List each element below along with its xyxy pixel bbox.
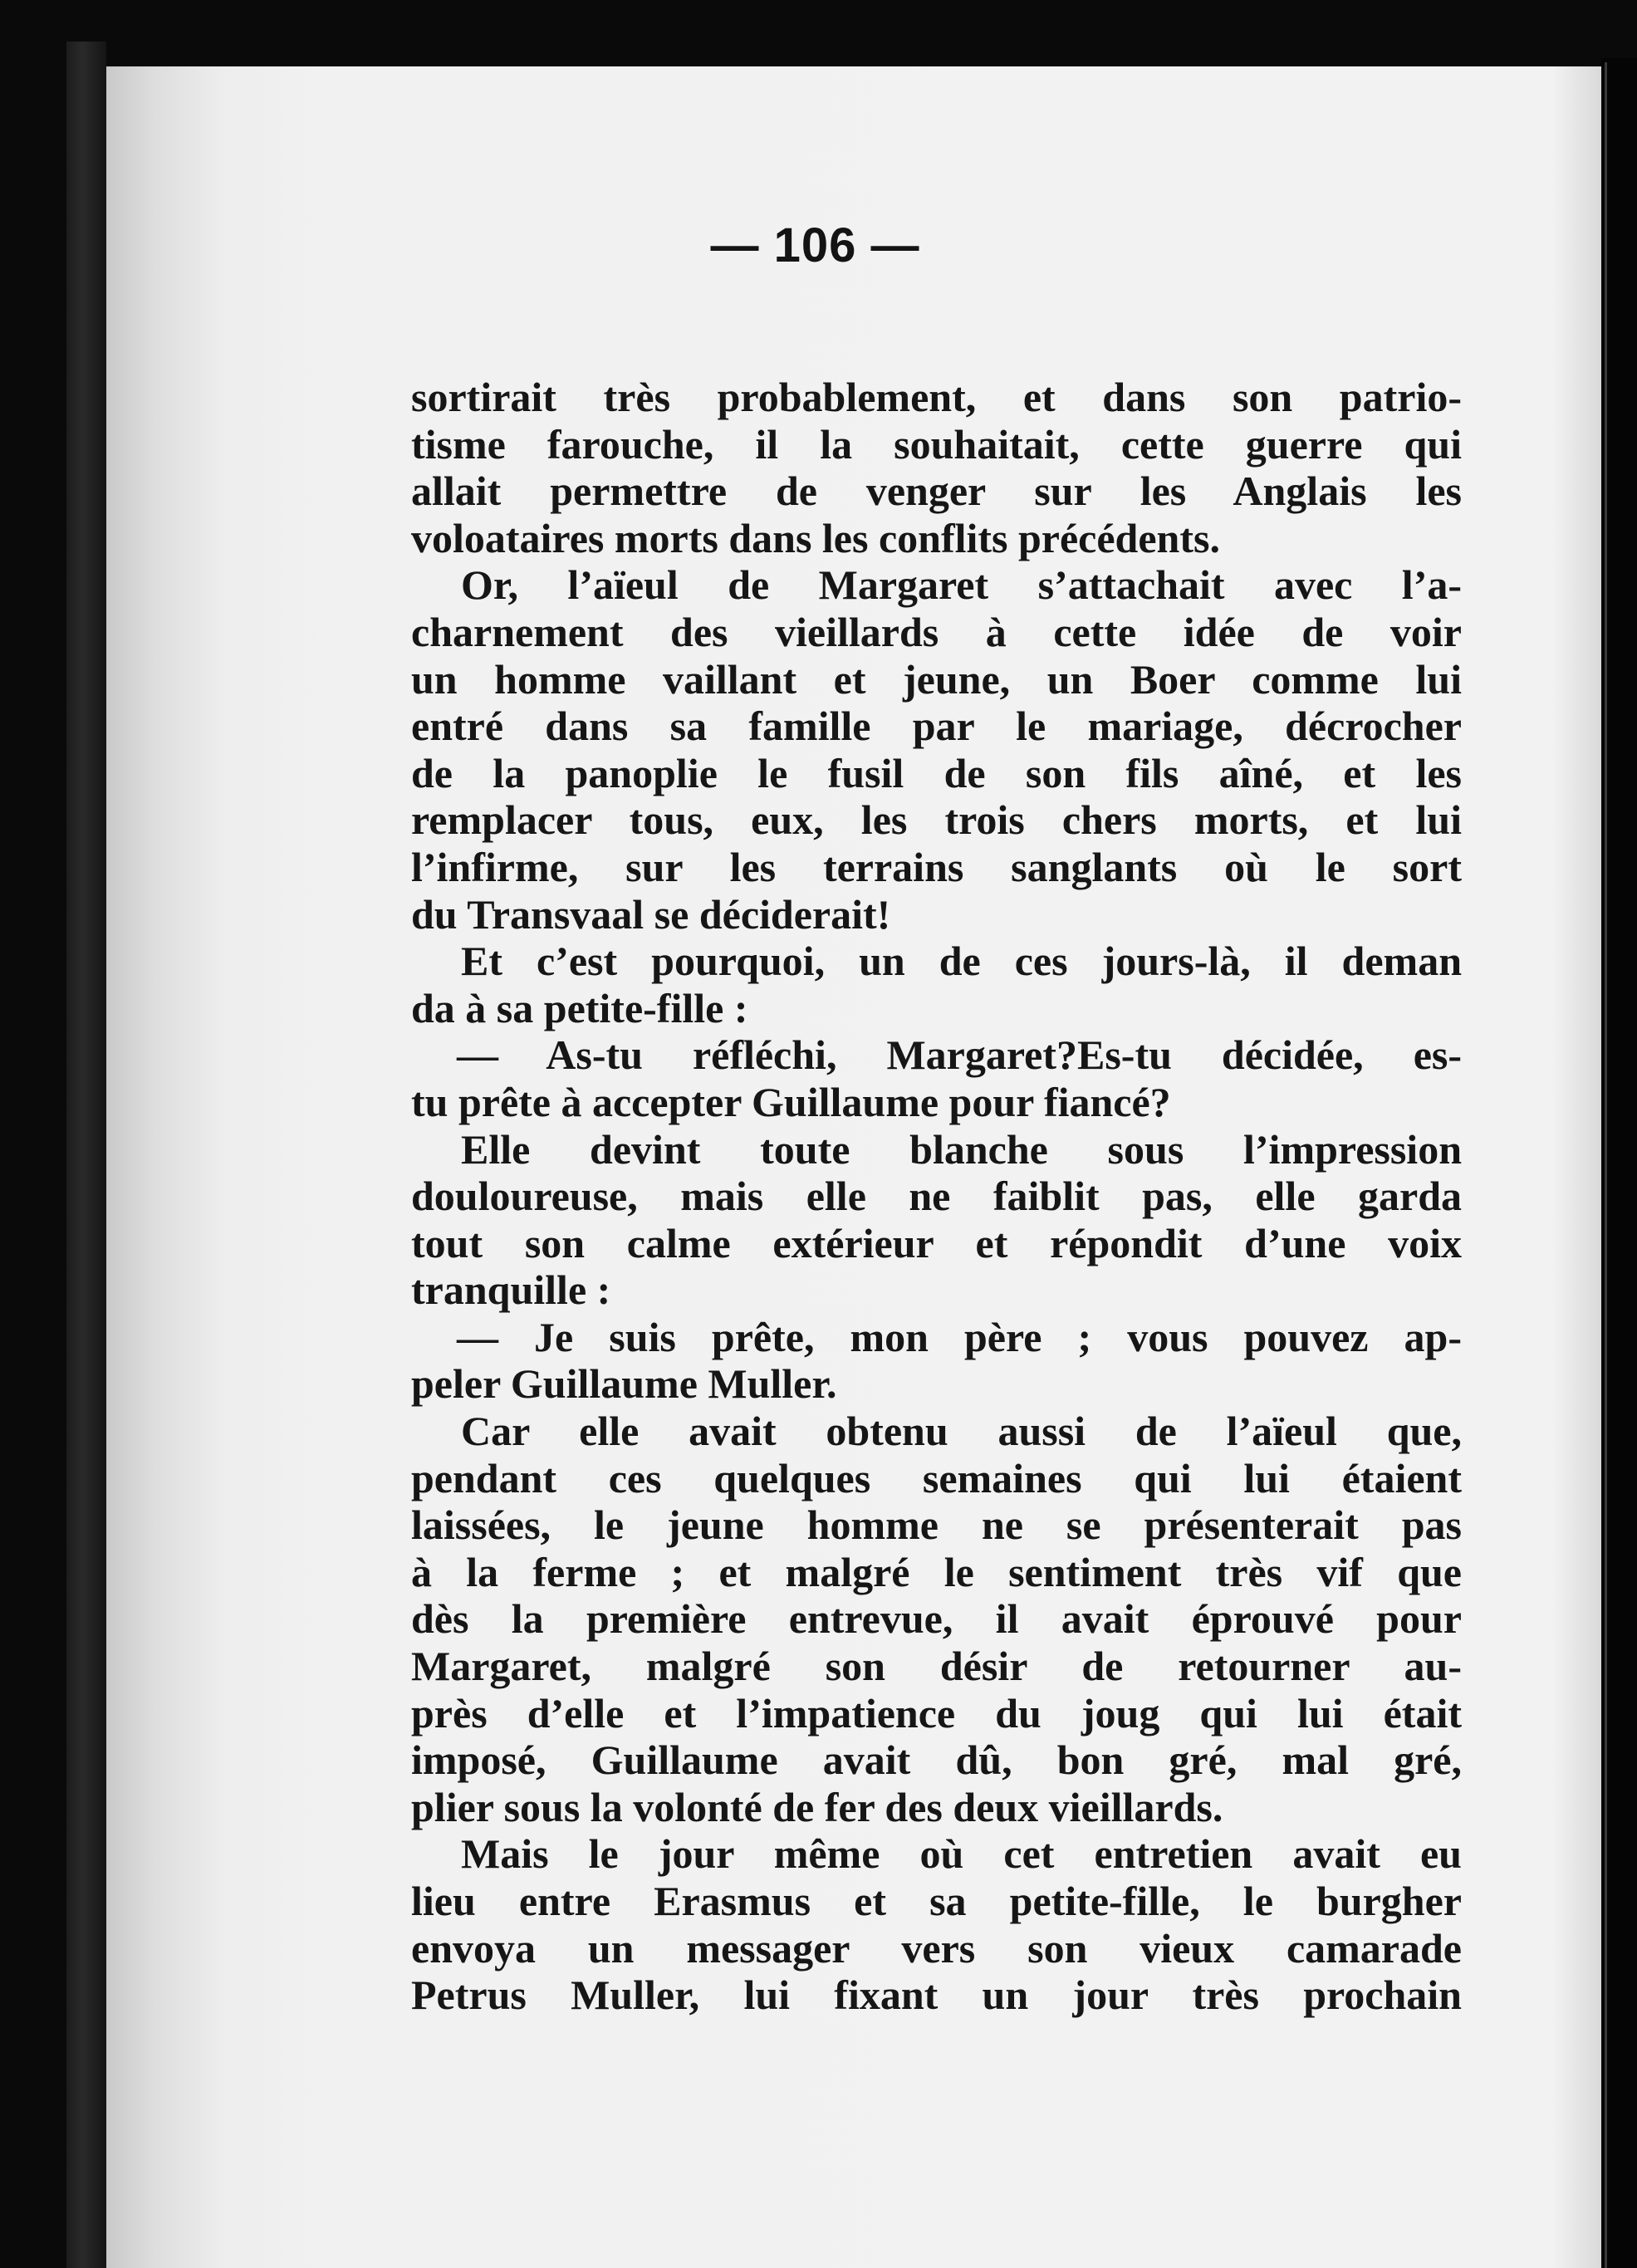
text-line: Petrus Muller, lui fixant un jour très prochain bbox=[411, 1972, 1462, 2019]
text-line: lieu entre Erasmus et sa petite-fille, le burgher bbox=[411, 1878, 1462, 1924]
text-line: Et c’est pourquoi, un de ces jours-là, il deman bbox=[461, 938, 1462, 985]
text-line: tisme farouche, il la souhaitait, cette guerre qui bbox=[411, 420, 1462, 468]
text-line: près d’elle et l’impatience du joug qui lui était bbox=[411, 1689, 1462, 1737]
text-line: Mais le jour même où cet entretien avait eu bbox=[461, 1830, 1462, 1878]
text-line: peler Guillaume Muller. bbox=[411, 1360, 837, 1408]
text-line: — Je suis prête, mon père ; vous pouvez ap- bbox=[457, 1313, 1462, 1360]
text-line: allait permettre de venger sur les Anglais les bbox=[411, 468, 1462, 515]
text-line: entré dans sa famille par le mariage, décrocher bbox=[411, 703, 1462, 750]
text-line: sortirait très probablement, et dans son patrio- bbox=[411, 374, 1462, 420]
text-line: dès la première entrevue, il avait éprouvé pour bbox=[411, 1595, 1462, 1643]
text-line: remplacer tous, eux, les trois chers morts, et lui bbox=[411, 796, 1462, 844]
text-line: tout son calme extérieur et répondit d’une voix bbox=[411, 1219, 1462, 1266]
text-line: tu prête à accepter Guillaume pour fiancé? bbox=[411, 1078, 1171, 1125]
page-number: — 106 — bbox=[710, 218, 920, 272]
binding-edge bbox=[66, 42, 106, 2268]
text-line: charnement des vieillards à cette idée de voir bbox=[411, 608, 1462, 655]
page-shading bbox=[1551, 66, 1601, 2268]
text-line: Car elle avait obtenu aussi de l’aïeul que, bbox=[461, 1408, 1462, 1455]
text-line: douloureuse, mais elle ne faiblit pas, elle garda bbox=[411, 1173, 1462, 1220]
text-line: voloataires morts dans les conflits précédents. bbox=[411, 514, 1220, 561]
text-line: Elle devint toute blanche sous l’impression bbox=[461, 1125, 1462, 1173]
text-line: plier sous la volonté de fer des deux vieillards. bbox=[411, 1783, 1223, 1830]
text-line: da à sa petite-fille : bbox=[411, 984, 748, 1031]
text-line: tranquille : bbox=[411, 1266, 611, 1314]
text-line: imposé, Guillaume avait dû, bon gré, mal gré, bbox=[411, 1737, 1462, 1784]
text-line: Or, l’aïeul de Margaret s’attachait avec l’a- bbox=[461, 561, 1462, 609]
text-line: un homme vaillant et jeune, un Boer comme lui bbox=[411, 655, 1462, 703]
text-line: — As-tu réfléchi, Margaret?Es-tu décidée, es- bbox=[457, 1031, 1462, 1079]
text-line: Margaret, malgré son désir de retourner au- bbox=[411, 1643, 1462, 1690]
text-line: laissées, le jeune homme ne se présenterait pas bbox=[411, 1501, 1462, 1549]
text-line: de la panoplie le fusil de son fils aîné, et les bbox=[411, 749, 1462, 796]
text-line: à la ferme ; et malgré le sentiment très vif que bbox=[411, 1548, 1462, 1595]
body-text bbox=[411, 374, 1462, 2019]
text-line: envoya un messager vers son vieux camarade bbox=[411, 1924, 1462, 1972]
text-line: l’infirme, sur les terrains sanglants où le sort bbox=[411, 843, 1462, 890]
text-line: pendant ces quelques semaines qui lui étaient bbox=[411, 1454, 1462, 1501]
text-line: du Transvaal se déciderait! bbox=[411, 890, 891, 938]
page-edge-line bbox=[1605, 62, 1607, 2268]
